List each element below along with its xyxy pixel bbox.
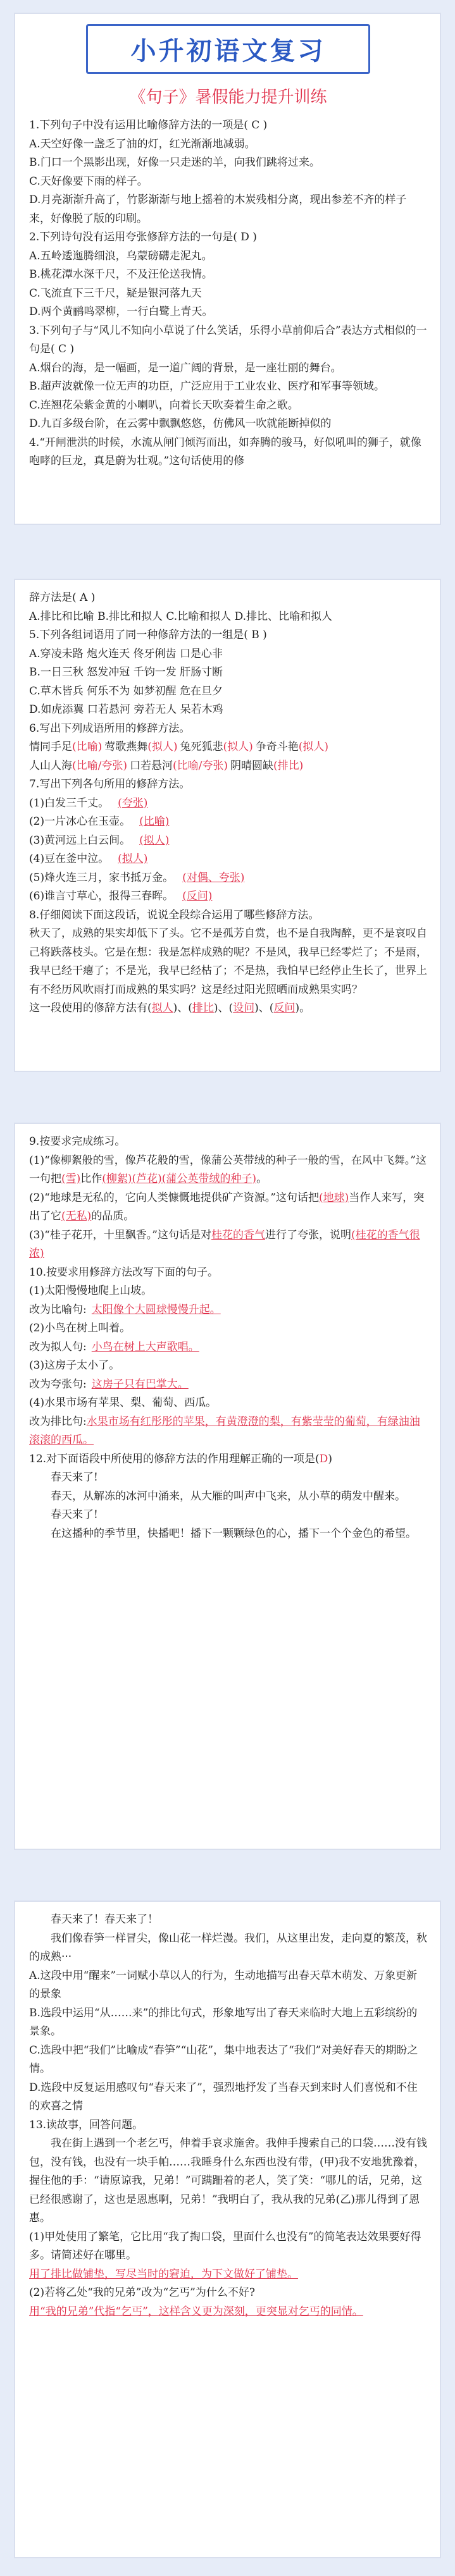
s4-option: A.这段中用“醒来”一词赋小草以人的行为，生动地描写出春天草木萌发、万象更新的景象	[29, 1969, 418, 2000]
q9-2-end: 的品质。	[91, 1210, 135, 1223]
q9-2-text-b: 当作人来写，突出了它	[29, 1191, 425, 1223]
q6-answer: (比喻/夸张)	[173, 759, 228, 772]
q8-paragraph	[29, 906, 427, 1000]
q8-line: 8.仔细阅读下面这段话，说说全段综合运用了哪些修辞方法。	[29, 908, 320, 921]
q12-answer: D	[319, 1452, 328, 1465]
s2-line: 5.下列各组词语用了同一种修辞方法的一组是( B )	[29, 629, 267, 641]
q7-answer: (比喻)	[139, 815, 170, 828]
s4-option: 13.读故事，回答问题。	[29, 2118, 144, 2131]
s1-line: B.桃花潭水深千尺，不及汪伦送我情。	[29, 268, 213, 281]
s2-line: D.如虎添翼 口若悬河 旁若无人 呆若木鸡	[29, 703, 223, 716]
s1-line: 3.下列句子与“风儿不知向小草说了什么笑话，乐得小草前仰后合”表达方式相似的一句是( C )	[29, 324, 427, 355]
q7-answer: (夸张)	[118, 796, 148, 810]
s4-option: D.选段中反复运用感叹句“春天来了”，强烈地抒发了当春天到来时人们喜悦和不住的欢喜之情	[29, 2081, 418, 2112]
q9-2-answer-a: (地球)	[318, 1191, 349, 1204]
q10-title: 10.按要求用修辞方法改写下面的句子。	[29, 1266, 219, 1279]
section-2-questions	[29, 589, 427, 720]
q10-3-answer: 这房子只有巴掌大。	[91, 1377, 189, 1391]
section-1-questions	[29, 116, 427, 471]
q10-4-answer: 水果市场有红彤彤的苹果，有黄澄澄的梨，有紫莹莹的葡萄，有绿油油滚滚的西瓜。	[29, 1415, 420, 1446]
q8-answer	[29, 999, 427, 1018]
q6-answer: (比喻/夸张)	[72, 759, 127, 772]
s4-passage-line: 春天来了！春天来了！	[51, 1913, 158, 1926]
q9-3-text: (3)“桂子花开，十里飘香。”这句话是对	[29, 1228, 211, 1242]
q12-passage-2: 春天，从解冻的冰河中涌来，从大雁的叫声中飞来，从小草的萌发中醒来。	[51, 1489, 406, 1503]
q9-1-answer-a: (雪)	[61, 1173, 81, 1185]
s4-passage-line: 我们像春笋一样冒尖，像山花一样烂漫。我们，从这里出发，走向夏的繁茂，秋的成熟···	[29, 1932, 427, 1963]
q7-title: 7.写出下列各句所用的修辞方法。	[29, 778, 190, 791]
q6-answer: (拟人)	[147, 741, 178, 753]
q9-2-text: (2)“地球是无私的，它向人类慷慨地提供矿产资源。”这句话把	[29, 1191, 319, 1204]
q12-passage-4: 在这播种的季节里，快播吧！播下一颗颗绿色的心，播下一个个金色的希望。	[51, 1527, 416, 1540]
s1-line: 1.下列句子中没有运用比喻修辞方法的一项是( C )	[29, 119, 268, 132]
q6-answer: (比喻)	[72, 741, 103, 753]
q12-text: 12.对下面语段中所使用的修辞方法的作用理解正确的一项是(	[29, 1452, 320, 1465]
q9-3-answer-b: (桂花的香气很浓)	[29, 1228, 420, 1260]
q12-end: )	[328, 1452, 332, 1465]
s2-line: A.排比和比喻 B.排比和拟人 C.比喻和拟人 D.排比、比喻和拟人	[29, 610, 333, 623]
q10-1-answer: 太阳像个大圆球慢慢升起。	[91, 1303, 221, 1316]
s1-line: C.连翘花朵紫金黄的小喇叭，向着长天吹奏着生命之歌。	[29, 398, 299, 412]
page-subtitle: 《句子》暑假能力提升训练	[129, 88, 327, 107]
s1-line: 2.下列诗句没有运用夸张修辞方法的一句是( D )	[29, 231, 257, 243]
q7-item	[29, 813, 427, 832]
q12-passage-3: 春天来了!	[51, 1508, 98, 1521]
q10-3-label: 改为夸张句:	[29, 1377, 87, 1391]
q10-2-answer: 小鸟在树上大声歌唱。	[91, 1340, 199, 1353]
s2-line: A.穿凌未路 炮火连天 佟牙俐齿 口是心非	[29, 647, 223, 660]
title-box	[86, 24, 370, 74]
q6-answer: (拟人)	[223, 741, 253, 753]
s1-line: A.烟台的海，是一幅画，是一道广阔的背景，是一座壮丽的舞台。	[29, 361, 342, 374]
q9-title: 9.按要求完成练习。	[29, 1135, 126, 1148]
q6-answer: (排比)	[273, 759, 304, 772]
s4-option: B.选段中运用“从……来”的排比句式，形象地写出了春天来临时大地上五彩缤纷的景象。	[29, 2006, 418, 2038]
q9-1-end: 。	[256, 1173, 268, 1185]
s4-option: C.选段中把“我们”比喻成“春笋”“山花”，集中地表达了“我们”对美好春天的期盼之情。	[29, 2043, 418, 2075]
q7-question: (3)黄河远上白云间。	[29, 834, 131, 847]
q10-3: (3)这房子太小了。	[29, 1359, 120, 1372]
q7-item	[29, 887, 427, 906]
q13-answer-1: 用了排比做铺垫，写尽当时的窘迫，为下文做好了铺垫。	[29, 2267, 298, 2281]
q9-1-text-b: 比作	[80, 1173, 103, 1185]
s2-line: C.草木皆兵 何乐不为 如梦初醒 危在旦夕	[29, 684, 223, 698]
s1-line: C.天好像要下雨的样子。	[29, 175, 148, 188]
q9-2-answer-b: (无私)	[61, 1210, 92, 1223]
q10-1: (1)太阳慢慢地爬上山坡。	[29, 1285, 153, 1297]
q6-idiom: 兔死狐悲	[180, 741, 223, 753]
s1-line: B.门口一个黑影出现，好像一只走迷的羊，向我们跳将过来。	[29, 156, 320, 169]
worksheet-card-2	[14, 579, 441, 1072]
section-4-options	[29, 1967, 427, 2135]
q6-idiom: 争奇斗艳	[255, 741, 299, 753]
q10-4-answer-line	[29, 1413, 427, 1450]
q6-idiom: 人山人海	[29, 759, 72, 772]
s1-line: A.天空好像一盏乏了油的灯，红光渐渐地减弱。	[29, 137, 256, 151]
q6-row-1	[29, 738, 427, 757]
q7-answer: (拟人)	[139, 834, 170, 847]
s1-line: C.飞流直下三千尺，疑是银河落九天	[29, 287, 202, 300]
q6-answer: (拟人)	[298, 741, 329, 753]
s1-line: D.两个黄鹂鸣翠柳，一行白鹭上青天。	[29, 305, 213, 318]
q8-line: 秋天了，成熟的果实却低下了头。它不是孤芳自赏，也不是自我陶醉，更不是哀叹自己将跌落枝头。它是在想：我是怎样成熟的呢？不是风，我早已经零烂了；不是雨，我早已经干瘪了；不是光，我早已经枯了；不是热，我怕早已经停止生长了，世界上有不经历风吹雨打而成熟的果实吗？这是经过阳光照晒而成熟果实吗？	[29, 927, 427, 996]
s1-line: A.五岭逶迤腾细浪，乌蒙磅礴走泥丸。	[29, 249, 213, 262]
q9-1-answer-b: (柳絮)(芦花)(蒲公英带绒的种子)	[102, 1173, 257, 1185]
q8-answer-list: 拟人)、(排比)、(设问)、(反问	[151, 1002, 296, 1014]
worksheet-card-4	[14, 1901, 441, 2558]
q6-idiom: 口若悬河	[130, 759, 173, 772]
q13-question-1: (1)甲处使用了繁笔，它比用“我了掏口袋，里面什么也没有”的简笔表达效果要好得多。请简述好在哪里。	[29, 2230, 421, 2262]
q9-3-answer-a: 桂花的香气	[211, 1228, 265, 1242]
q7-question: (4)豆在釜中泣。	[29, 853, 109, 865]
section-4-passage	[29, 1911, 427, 1967]
q10-1-answer-line	[29, 1301, 427, 1320]
q6-idiom: 莺歌燕舞	[104, 741, 148, 753]
q9-3	[29, 1226, 427, 1264]
q10-4-label: 改为排比句:	[29, 1415, 87, 1428]
q12-stem	[29, 1450, 427, 1469]
s1-line: D.九百多级台阶，在云雾中飘飘悠悠，仿佛风一吹就能断掉似的	[29, 417, 332, 430]
q9-1-text: (1)“像柳絮般的雪，像芦花般的雪，像蒲公英带绒的种子一般的雪，在风中飞舞。”这一句把	[29, 1154, 427, 1185]
q13-story: 我在街上遇到一个老乞丐，伸着手哀求施舍。我伸手搜索自己的口袋……没有钱包，没有钱，也没有一块手帕……我睡身什么东西也没有带，(甲)我不安地犹豫着，握住他的手：“请原谅我，兄弟！”可蹒跚着的老人，笑了笑：“哪儿的话，兄弟，这已经很感谢了，这也是恩惠啊，兄弟！”我明白了，我从我的兄弟(乙)那儿得到了恩惠。	[29, 2137, 427, 2224]
s2-line: 辞方法是( A )	[29, 591, 96, 604]
s1-line: D.月亮渐渐升高了，竹影渐渐与地上摇着的木炭残相分离，现出参差不齐的样子来，好像脱了版的印刷。	[29, 194, 407, 225]
q6-idiom: 阴晴圆缺	[230, 759, 273, 772]
q8-answer-item: 反问	[273, 1002, 296, 1014]
q8-answer-item: 排比	[192, 1002, 214, 1014]
page-title: 小升初语文复习	[130, 37, 326, 66]
q7-answer: (反问)	[182, 890, 213, 903]
q13-answer-2: 用“我的兄弟”代指“乞丐”，这样含义更为深刻，更突显对乞丐的同情。	[29, 2305, 363, 2318]
q7-list	[29, 794, 427, 906]
s1-line: 4.“开闸泄洪的时候，水流从闸门倾泻而出，如奔腾的骏马，好似吼叫的狮子，就像咆哮的巨龙，真是蔚为壮观。”这句话使用的修	[29, 436, 421, 467]
q8-ans-prefix: 这一段使用的修辞方法有(	[29, 1002, 152, 1014]
worksheet-card-1	[14, 13, 441, 525]
q9-1	[29, 1152, 427, 1189]
q7-question: (5)烽火连三月，家书抵万金。	[29, 871, 174, 884]
q10-2-answer-line	[29, 1338, 427, 1357]
q7-question: (2)一片冰心在玉壶。	[29, 815, 131, 828]
q7-item	[29, 850, 427, 869]
q8-ans-suffix: )。	[295, 1002, 311, 1014]
q13-question-2: (2)若将乙处“我的兄弟”改为“乞丐”为什么不好?	[29, 2286, 255, 2299]
q8-answer-item: 设问	[233, 1002, 255, 1014]
q7-answer: (拟人)	[118, 853, 148, 865]
q10-2-label: 改为拟人句:	[29, 1340, 87, 1353]
q6-row-2	[29, 757, 427, 776]
q10-2: (2)小鸟在树上叫着。	[29, 1322, 131, 1334]
q7-item	[29, 794, 427, 813]
q7-question: (6)谁言寸草心，报得三春晖。	[29, 890, 174, 903]
q7-answer: (对偶、夸张)	[182, 871, 245, 884]
worksheet-card-3	[14, 1123, 441, 1850]
s2-line: B.一日三秋 怒发冲冠 千钧一发 肝肠寸断	[29, 666, 223, 679]
q10-3-answer-line	[29, 1376, 427, 1395]
q6-idiom: 情同手足	[29, 741, 72, 753]
q7-item	[29, 869, 427, 888]
q8-answer-item: 拟人	[151, 1002, 173, 1014]
q7-question: (1)白发三千丈。	[29, 796, 109, 810]
q10-1-label: 改为比喻句:	[29, 1303, 87, 1316]
q12-passage-1: 春天来了!	[51, 1471, 98, 1484]
q6-title: 6.写出下列成语所用的修辞方法。	[29, 722, 190, 735]
s1-line: B.超声波就像一位无声的功臣，广泛应用于工业农业、医疗和军事等领域。	[29, 380, 385, 393]
q10-4: (4)水果市场有苹果、梨、葡萄、西瓜。	[29, 1396, 217, 1409]
q7-item	[29, 832, 427, 851]
q9-2	[29, 1189, 427, 1226]
q9-3-text-b: 进行了夸张，说明	[265, 1228, 351, 1242]
